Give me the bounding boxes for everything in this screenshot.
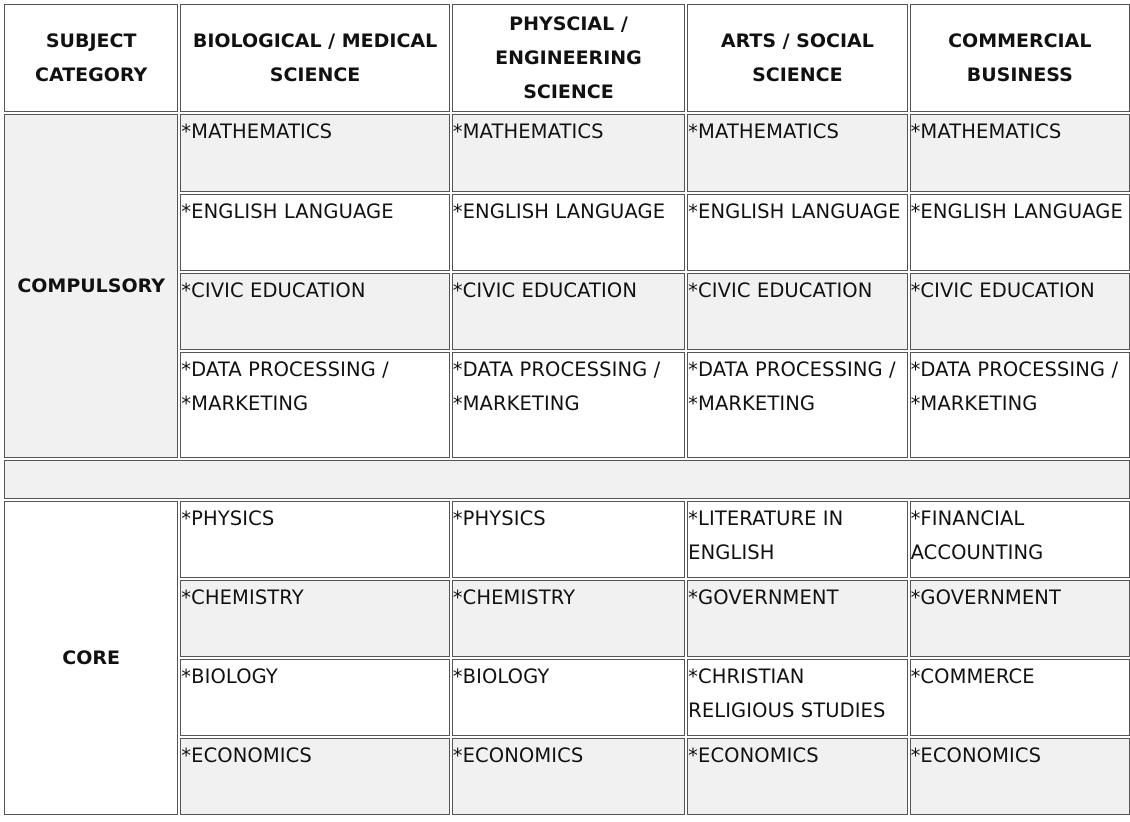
table-cell: *ENGLISH LANGUAGE xyxy=(910,194,1130,271)
separator-cell xyxy=(4,460,1130,499)
table-cell: *CHEMISTRY xyxy=(452,580,685,657)
table-cell: *DATA PROCESSING / *MARKETING xyxy=(910,352,1130,458)
header-subject-category: SUBJECT CATEGORY xyxy=(4,4,178,112)
category-compulsory: COMPULSORY xyxy=(4,114,178,458)
table-cell: *CIVIC EDUCATION xyxy=(687,273,907,350)
header-commercial-business: COMMERCIAL BUSINESS xyxy=(910,4,1130,112)
table-cell: *FINANCIAL ACCOUNTING xyxy=(910,501,1130,578)
table-cell: *PHYSICS xyxy=(180,501,449,578)
table-cell: *ECONOMICS xyxy=(452,738,685,815)
table-cell: *ENGLISH LANGUAGE xyxy=(180,194,449,271)
table-cell: *BIOLOGY xyxy=(180,659,449,736)
table-cell: *CIVIC EDUCATION xyxy=(910,273,1130,350)
table-cell: *GOVERNMENT xyxy=(687,580,907,657)
table-cell: *CIVIC EDUCATION xyxy=(452,273,685,350)
table-cell: *BIOLOGY xyxy=(452,659,685,736)
table-cell: *ECONOMICS xyxy=(180,738,449,815)
table-cell: *ECONOMICS xyxy=(910,738,1130,815)
table-cell: *PHYSICS xyxy=(452,501,685,578)
subject-combination-table xyxy=(2,2,1130,817)
table-cell: *DATA PROCESSING / *MARKETING xyxy=(687,352,907,458)
header-arts-social: ARTS / SOCIAL SCIENCE xyxy=(687,4,907,112)
table-cell: *MATHEMATICS xyxy=(452,114,685,192)
table-cell: *MATHEMATICS xyxy=(910,114,1130,192)
table-cell: *CHEMISTRY xyxy=(180,580,449,657)
table-cell: *MATHEMATICS xyxy=(687,114,907,192)
table-cell: *LITERATURE IN ENGLISH xyxy=(687,501,907,578)
table-row xyxy=(4,114,1130,192)
table-cell: *COMMERCE xyxy=(910,659,1130,736)
table-cell: *ENGLISH LANGUAGE xyxy=(687,194,907,271)
table-row xyxy=(4,501,1130,578)
table-cell: *ECONOMICS xyxy=(687,738,907,815)
table-cell: *CHRISTIAN RELIGIOUS STUDIES xyxy=(687,659,907,736)
separator-row xyxy=(4,460,1130,499)
table-cell: *DATA PROCESSING / *MARKETING xyxy=(452,352,685,458)
header-physical-engineering: PHYSCIAL / ENGINEERING SCIENCE xyxy=(452,4,685,112)
category-core: CORE xyxy=(4,501,178,815)
table-cell: *GOVERNMENT xyxy=(910,580,1130,657)
table-cell: *MATHEMATICS xyxy=(180,114,449,192)
table-cell: *ENGLISH LANGUAGE xyxy=(452,194,685,271)
table-cell: *CIVIC EDUCATION xyxy=(180,273,449,350)
header-row xyxy=(4,4,1130,112)
header-biological-medical: BIOLOGICAL / MEDICAL SCIENCE xyxy=(180,4,449,112)
table-cell: *DATA PROCESSING / *MARKETING xyxy=(180,352,449,458)
